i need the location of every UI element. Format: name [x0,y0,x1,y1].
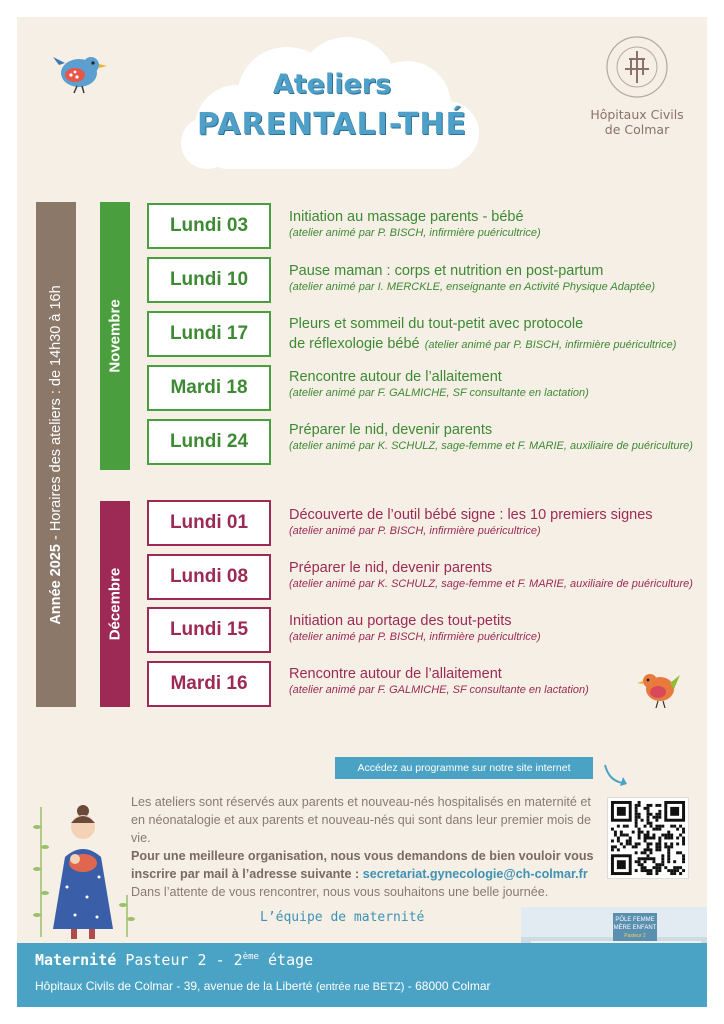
session-title: Préparer le nid, devenir parents [289,560,493,576]
photo-sign-line-3: Pasteur 2 [624,933,646,939]
session-day: Lundi 17 [147,311,271,357]
hospital-logo [577,35,697,155]
session-day: Lundi 01 [147,500,271,546]
footer-maternite: Maternité [35,951,117,969]
session-description [289,262,701,295]
footer-band [17,943,707,1007]
session-description [289,612,701,645]
website-link-button[interactable]: Accédez au programme sur notre site internet [335,757,593,779]
footer-building: Pasteur 2 - 2 [125,951,243,969]
session-description [289,421,701,454]
session-day: Lundi 03 [147,203,271,249]
title-cloud [167,35,497,175]
session-title: Rencontre autour de l’allaitement [289,369,502,385]
session-title: Découverte de l’outil bébé signe : les 10 premiers signes [289,507,653,523]
session-day: Mardi 16 [147,661,271,707]
year-label: Année 2025 [48,543,64,625]
session-facilitator: (atelier animé par P. BISCH, infirmière puéricultrice) [289,227,541,239]
session-day: Lundi 24 [147,419,271,465]
month-label-december: Décembre [106,567,124,641]
hospital-seal-icon [605,35,669,99]
session-day: Lundi 10 [147,257,271,303]
info-text [131,793,601,901]
footer-address-city: - 68000 Colmar [404,979,491,993]
footer-address [35,979,491,993]
session-description [289,315,701,353]
session-description [289,208,701,241]
session-day: Mardi 18 [147,365,271,411]
small-bird-illustration-icon [636,665,682,711]
footer-address-main: Hôpitaux Civils de Colmar - 39, avenue de la Liberté [35,979,316,993]
info-closing-text: Dans l’attente de vous rencontrer, nous vous souhaitons une belle journée. [131,885,549,899]
logo-name-line-2: de Colmar [604,122,670,137]
month-label-november: Novembre [106,299,124,373]
footer-floor: étage [258,951,314,969]
session-description [289,368,701,401]
session-facilitator: (atelier animé par F. GALMICHE, SF consultante en lactation) [289,684,589,696]
footer-address-entrance: (entrée rue BETZ) [315,981,405,993]
curved-arrow-icon [601,761,629,789]
session-title: Initiation au massage parents - bébé [289,209,524,225]
logo-name-line-1: Hôpitaux Civils [590,107,684,122]
session-title-continued: de réflexologie bébé [289,336,420,352]
poster [17,17,707,1007]
signature-text: L’équipe de maternité [260,910,425,925]
email-link[interactable]: secretariat.gynecologie@ch-colmar.fr [362,867,588,881]
qr-code[interactable] [607,797,689,879]
session-facilitator: (atelier animé par P. BISCH, infirmière puéricultrice) [289,631,541,643]
session-facilitator: (atelier animé par P. BISCH, infirmière puéricultrice) [289,525,541,537]
photo-sign-line-2: MÈRE ENFANT [613,925,657,931]
month-bar-november [100,202,130,470]
month-bar-december [100,501,130,707]
session-day: Lundi 15 [147,607,271,653]
session-facilitator: (atelier animé par P. BISCH, infirmière puéricultrice) [424,339,677,351]
year-schedule-bar [36,202,76,707]
footer-location [35,951,313,969]
session-facilitator: (atelier animé par K. SCHULZ, sage-femme et F. MARIE, auxiliaire de puériculture) [289,578,693,590]
session-title: Pause maman : corps et nutrition en post-partum [289,263,604,279]
title-line-1: Ateliers [272,69,392,100]
info-paragraph-eligibility: Les ateliers sont réservés aux parents et nouveau-nés hospitalisés en maternité et en néonatalogie et aux parents et nouveau-nés qui sont dans leur premier mois de vie. [131,795,591,845]
session-facilitator: (atelier animé par F. GALMICHE, SF consultante en lactation) [289,387,589,399]
schedule-hours: - Horaires des ateliers : de 14h30 à 16h [48,284,64,544]
mother-and-baby-illustration-icon [27,797,137,945]
info-registration-text: Pour une meilleure organisation, nous vous demandons de bien vouloir vous inscrire par mail à l’adresse suivante : [131,849,594,881]
bird-illustration-icon [51,47,109,95]
session-facilitator: (atelier animé par I. MERCKLE, enseignante en Activité Physique Adaptée) [289,281,656,293]
footer-floor-sup: ème [242,952,259,962]
session-description [289,559,701,592]
session-day: Lundi 08 [147,554,271,600]
title-line-2: PARENTALI-THÉ [197,107,467,142]
photo-sign-line-1: PÔLE FEMME [615,917,655,923]
session-description [289,506,701,539]
session-title: Pleurs et sommeil du tout-petit avec protocole [289,316,584,332]
session-facilitator: (atelier animé par K. SCHULZ, sage-femme et F. MARIE, auxiliaire de puériculture) [289,440,693,452]
session-title: Initiation au portage des tout-petits [289,613,512,629]
session-title: Préparer le nid, devenir parents [289,422,493,438]
session-title: Rencontre autour de l’allaitement [289,666,502,682]
